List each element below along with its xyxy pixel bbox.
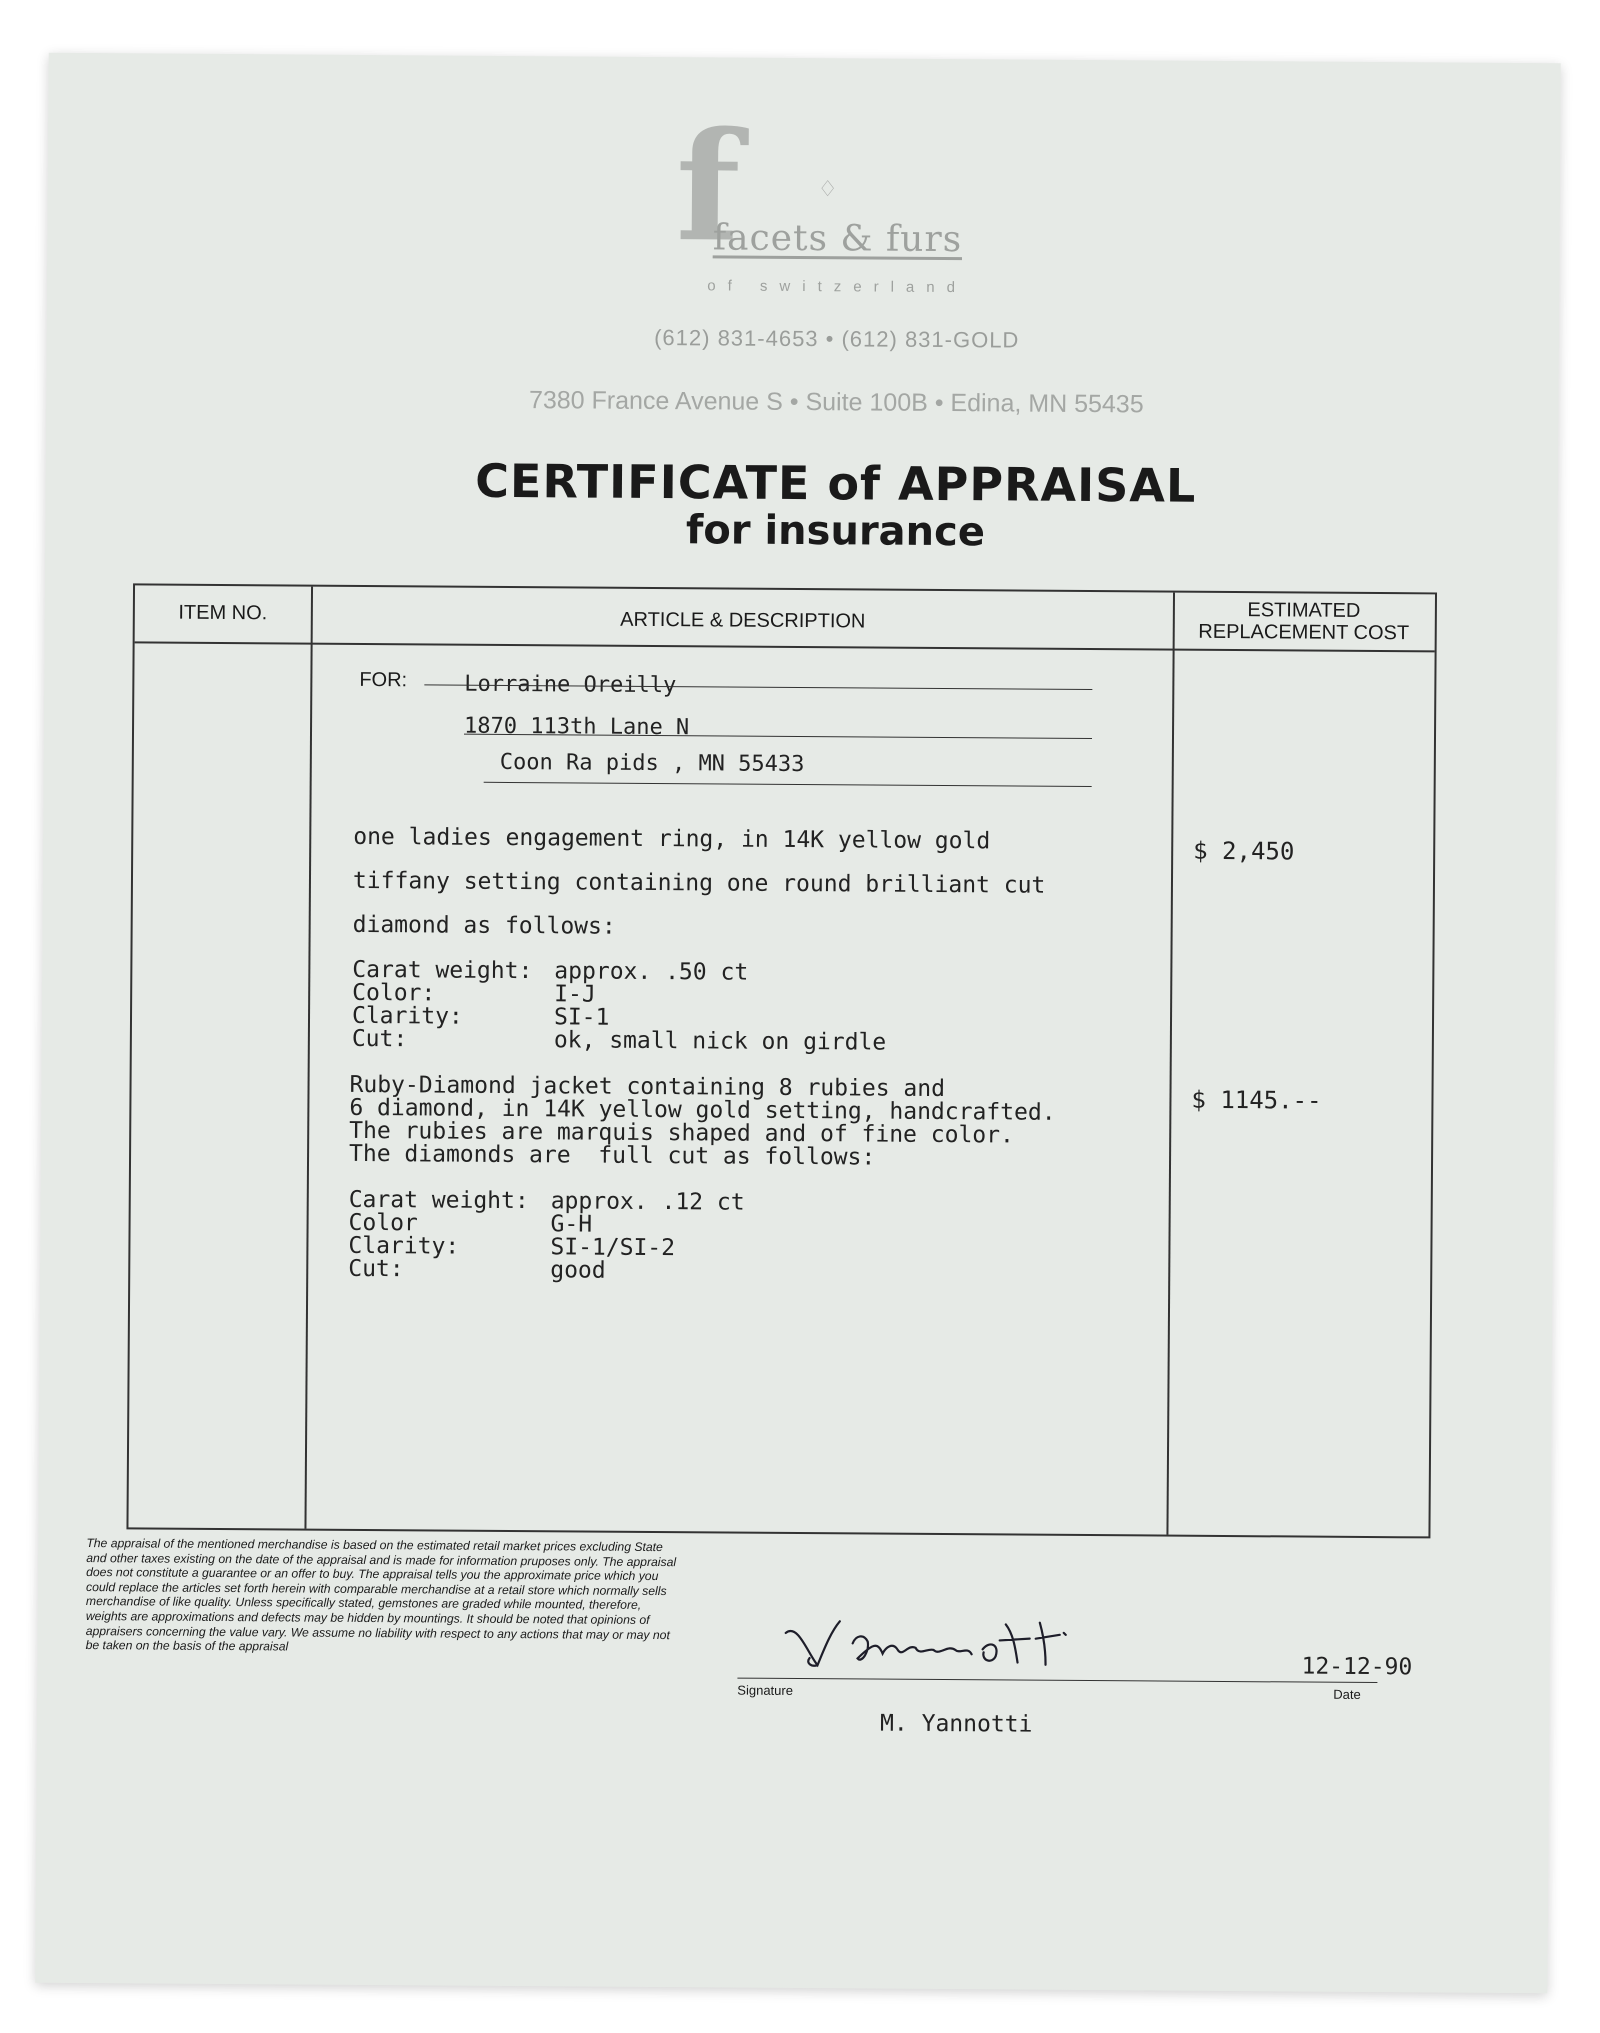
customer-city: Coon Ra pids , MN 55433: [499, 749, 805, 778]
for-label: FOR:: [359, 668, 408, 692]
header-article: ARTICLE & DESCRIPTION: [620, 608, 866, 633]
header-item-no: ITEM NO.: [178, 601, 268, 625]
item1-spec-value: SI-1: [553, 1004, 610, 1031]
city-line: [484, 782, 1092, 787]
date-label: Date: [1333, 1686, 1361, 1702]
item1-spec-value: I-J: [554, 981, 596, 1008]
item1-desc-line: tiffany setting containing one round brilliant cut: [352, 867, 1046, 899]
item2-desc-line: The rubies are marquis shaped and of fine color.: [349, 1117, 1014, 1149]
item2-spec-value: good: [550, 1257, 606, 1284]
appraiser-name: M. Yannotti: [880, 1710, 1033, 1738]
company-address: 7380 France Avenue S • Suite 100B • Edina, MN 55435: [528, 386, 1144, 419]
item1-spec-value: approx. .50 ct: [554, 958, 749, 986]
item2-spec-label: Cut:: [348, 1255, 404, 1283]
company-logo-letter: f: [675, 99, 737, 276]
column-divider: [1166, 593, 1175, 1535]
signature-date: 12-12-90: [1301, 1653, 1413, 1681]
signature-label: Signature: [737, 1682, 794, 1698]
company-phones: (612) 831-4653 • (612) 831-GOLD: [654, 324, 1020, 353]
item1-price: $ 2,450: [1193, 836, 1295, 866]
header-cost-line1: ESTIMATED: [1247, 599, 1361, 622]
item2-desc-line: 6 diamond, in 14K yellow gold setting, handcrafted.: [349, 1094, 1056, 1126]
document-subtitle: for insurance: [685, 507, 986, 556]
appraisal-certificate: [35, 53, 1560, 1994]
document-title: CERTIFICATE of APPRAISAL: [475, 453, 1197, 513]
company-name: facets & furs: [712, 217, 963, 261]
item1-desc-line: diamond as follows:: [352, 911, 616, 940]
header-cost-line2: REPLACEMENT COST: [1198, 620, 1410, 645]
item1-spec-label: Color:: [352, 979, 436, 1007]
customer-name: Lorraine Oreilly: [464, 671, 677, 699]
item1-spec-label: Clarity:: [351, 1002, 463, 1030]
handwritten-signature: [777, 1603, 1178, 1686]
item2-price: $ 1145.--: [1191, 1085, 1322, 1115]
item1-spec-label: Cut:: [351, 1025, 408, 1053]
item2-spec-value: SI-1/SI-2: [550, 1234, 676, 1262]
item1-spec-value: ok, small nick on girdle: [553, 1027, 887, 1056]
header-cost: [1175, 599, 1433, 645]
item2-spec-value: approx. .12 ct: [550, 1188, 745, 1216]
item1-desc-line: one ladies engagement ring, in 14K yellow gold: [353, 823, 991, 855]
item2-spec-value: G-H: [550, 1211, 593, 1238]
company-tagline: of switzerland: [707, 277, 968, 297]
item1-spec-label: Carat weight:: [352, 956, 533, 985]
column-divider: [304, 587, 313, 1529]
item2-desc-line: The diamonds are full cut as follows:: [348, 1140, 876, 1171]
item2-spec-label: Clarity:: [348, 1232, 460, 1260]
appraisal-table: [126, 583, 1437, 1538]
item2-desc-line: Ruby-Diamond jacket containing 8 rubies and: [349, 1071, 946, 1103]
customer-street: 1870 113th Lane N: [463, 713, 690, 741]
appraisal-disclaimer: The appraisal of the mentioned merchandise is based on the estimated retail market prices excluding State and other taxes existing on the date of the appraisal and is made for information pruposes only. The appraisal does not constitute a guarantee or an offer to buy. The appraisal tells you the approximate price which you could replace the articles set forth herein with comparable merchandise at a retail store which normally sells merchandise of like quality. Unless specifically stated, gemstones are graded while mounted, therefore, weights are approximations and defects may be hidden by mountings. It should be noted that opinions of appraisers concerning the value vary. We assume no liability with respect to any actions that may or may not be taken on the basis of the appraisal: [85, 1536, 677, 1654]
item2-spec-label: Color: [348, 1209, 418, 1237]
item2-spec-label: Carat weight:: [348, 1186, 529, 1215]
diamond-icon: ♢: [817, 176, 838, 202]
